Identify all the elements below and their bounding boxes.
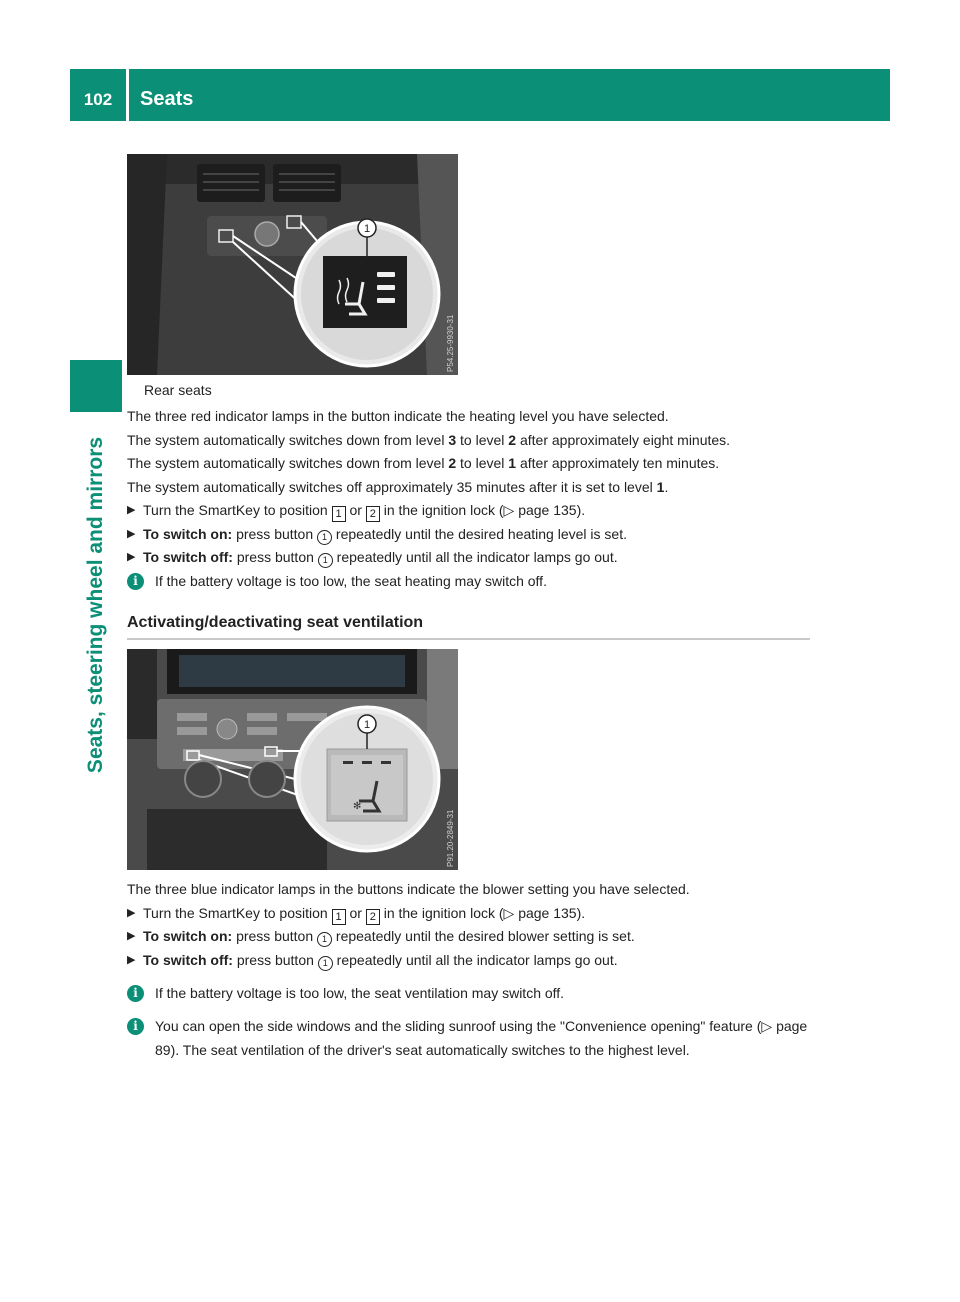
page-number: 102 <box>83 90 113 109</box>
page-reference-triangle-icon: ▷ <box>503 904 519 921</box>
convenience-note <box>127 1015 817 1062</box>
step-item: ▶ To switch off: press button 1 repeatedly until all the indicator lamps go out. <box>127 546 817 570</box>
right-triangle-icon: ▶ <box>127 906 136 919</box>
info-icon: i <box>127 985 144 1002</box>
right-triangle-icon: ▶ <box>127 504 136 516</box>
side-tab-marker <box>70 360 122 412</box>
step-item: ▶ Turn the SmartKey to position 1 or 2 in the ignition lock (▷ page 135). <box>127 499 817 523</box>
ventilation-text <box>127 878 817 1006</box>
page-reference-link[interactable]: page 89 <box>155 1018 808 1058</box>
step-item: ▶ To switch on: press button 1 repeatedly until the desired blower setting is set. <box>127 925 817 949</box>
right-triangle-icon: ▶ <box>127 953 136 966</box>
paragraph: The three red indicator lamps in the button indicate the heating level you have selected. <box>127 408 669 424</box>
key-position-box: 1 <box>332 909 346 925</box>
callout-number: 1 <box>363 223 371 235</box>
paragraph: The system automatically switches down from level 2 to level 1 after approximately ten minutes. <box>127 455 720 471</box>
key-position-box: 2 <box>366 909 380 925</box>
page-reference-triangle-icon: ▷ <box>503 502 519 518</box>
rear-seat-photo <box>127 154 458 375</box>
heating-text <box>127 405 817 593</box>
button-callout: 1 <box>318 956 333 971</box>
info-note: i If the battery voltage is too low, the seat heating may switch off. <box>127 570 817 594</box>
paragraph: The system automatically switches off approximately 35 minutes after it is set to level 1. <box>127 478 669 495</box>
section-title: Seats <box>140 88 194 110</box>
figure-code: P91.20-2849-31 <box>446 809 455 867</box>
info-note: i If the battery voltage is too low, the seat ventilation may switch off. <box>127 982 817 1006</box>
figure-code: P54.25-9930-31 <box>446 314 455 372</box>
button-callout: 1 <box>317 530 332 545</box>
right-triangle-icon: ▶ <box>127 930 136 942</box>
key-position-box: 1 <box>332 506 346 522</box>
button-callout: 1 <box>318 553 333 568</box>
svg-text:✻: ✻ <box>353 801 362 812</box>
chapter-label: Seats, steering wheel and mirrors <box>84 436 107 774</box>
info-icon: i <box>127 573 144 590</box>
right-triangle-icon: ▶ <box>127 551 136 563</box>
page-reference-link[interactable]: page 135 <box>518 502 577 518</box>
key-position-box: 2 <box>366 506 380 522</box>
paragraph: The system automatically switches down from level 3 to level 2 after approximately eight minutes. <box>127 431 731 448</box>
callout-number: 1 <box>363 719 371 731</box>
right-triangle-icon: ▶ <box>127 527 136 540</box>
ventilation-photo <box>127 649 458 870</box>
info-icon: i <box>127 1018 144 1035</box>
info-note: i You can open the side windows and the sliding sunroof using the "Convenience opening" feature (▷ page 89). The seat ventilation of the driver's seat automatically switches to the highest level. <box>127 1015 817 1062</box>
page-reference-triangle-icon: ▷ <box>761 1018 777 1034</box>
ventilation-illustration <box>127 649 458 870</box>
button-callout: 1 <box>317 932 332 947</box>
step-item: ▶ Turn the SmartKey to position 1 or 2 in the ignition lock (▷ page 135). <box>127 902 817 926</box>
page-reference-link[interactable]: page 135 <box>518 904 577 921</box>
step-item: ▶ To switch off: press button 1 repeatedly until all the indicator lamps go out. <box>127 949 817 973</box>
step-item: ▶ To switch on: press button 1 repeatedly until the desired heating level is set. <box>127 523 817 547</box>
rear-seat-illustration <box>127 154 458 375</box>
figure-caption: Rear seats <box>144 382 212 398</box>
header-divider <box>126 69 129 121</box>
section-heading: Activating/deactivating seat ventilation <box>127 614 810 640</box>
side-tab <box>70 420 122 790</box>
paragraph: The three blue indicator lamps in the buttons indicate the blower setting you have selected. <box>127 881 690 897</box>
